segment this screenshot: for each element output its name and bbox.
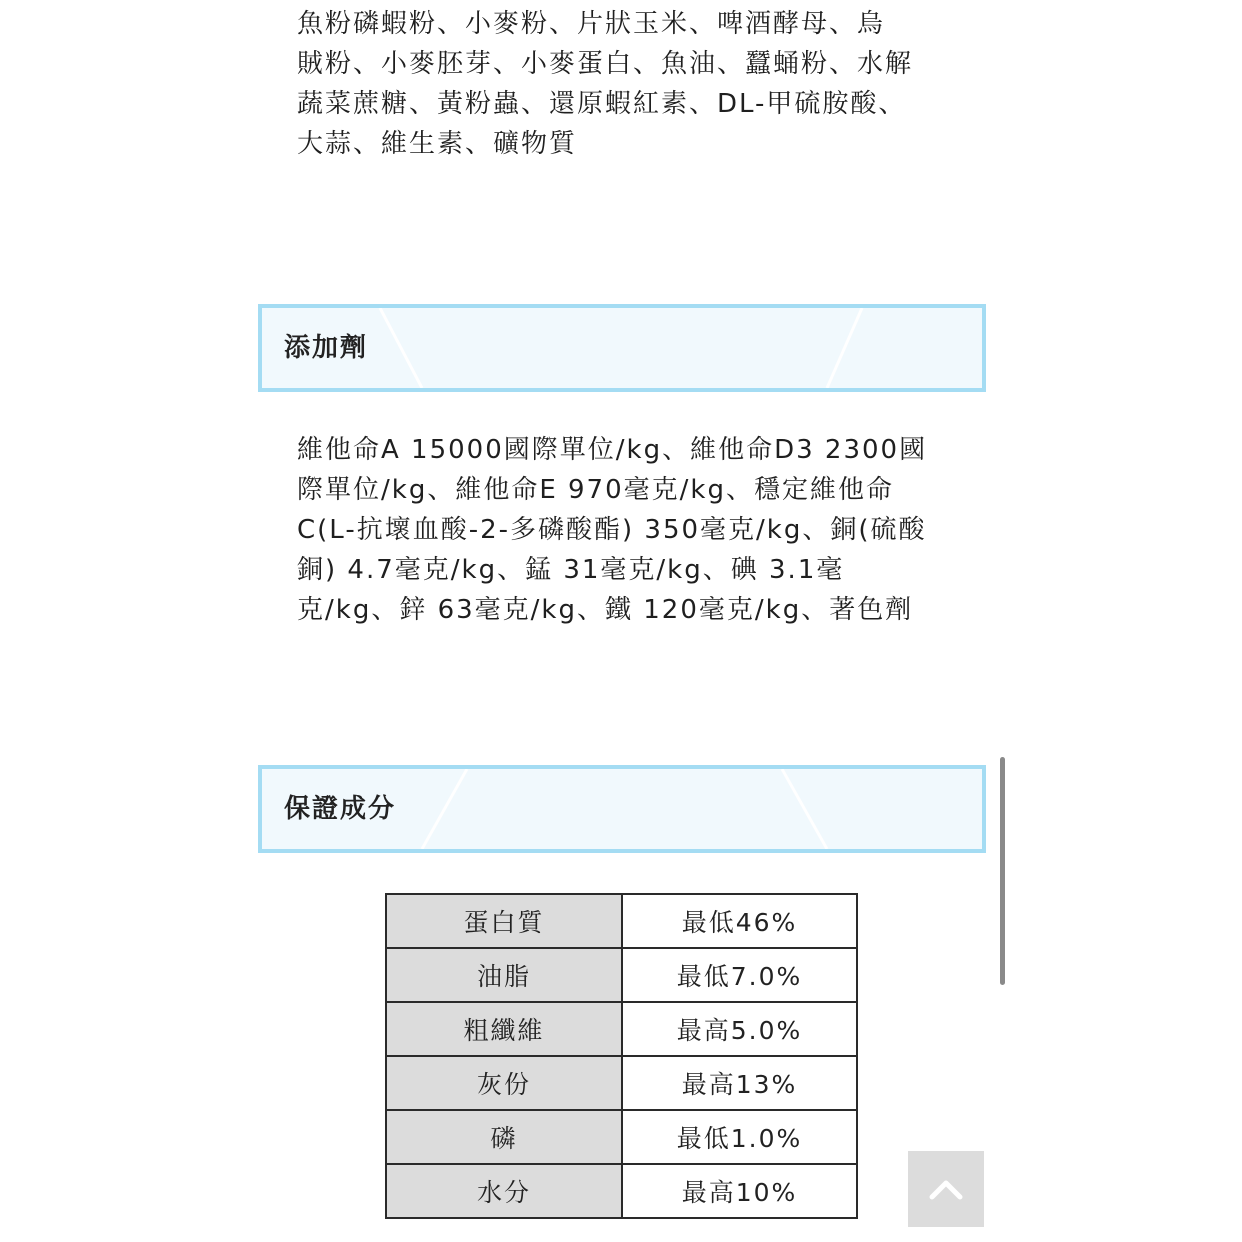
nutrient-value-cell: 最高5.0% (622, 1002, 857, 1056)
nutrient-name-cell: 水分 (386, 1164, 622, 1218)
nutrient-value-cell: 最高13% (622, 1056, 857, 1110)
nutrient-name-cell: 磷 (386, 1110, 622, 1164)
additives-line: 維他命A 15000國際單位/kg、維他命D3 2300國 (297, 435, 928, 465)
table-row (386, 894, 857, 948)
table-row (386, 1002, 857, 1056)
nutrient-name-cell: 灰份 (386, 1056, 622, 1110)
ingredients-line: 魚粉磷蝦粉、小麥粉、片狀玉米、啤酒酵母、烏 (297, 9, 886, 39)
ingredients-text (297, 4, 947, 164)
additives-title: 添加劑 (284, 333, 369, 363)
additives-line: 銅) 4.7毫克/kg、錳 31毫克/kg、碘 3.1毫 (297, 555, 845, 585)
ingredients-line: 賊粉、小麥胚芽、小麥蛋白、魚油、蠶蛹粉、水解 (297, 49, 914, 79)
nutrient-value-cell: 最低7.0% (622, 948, 857, 1002)
nutrient-value-cell: 最低46% (622, 894, 857, 948)
guaranteed-analysis-section-header (258, 765, 986, 853)
nutrient-value-cell: 最高10% (622, 1164, 857, 1218)
guaranteed-analysis-table (385, 893, 858, 1219)
nutrient-name-cell: 粗纖維 (386, 1002, 622, 1056)
chevron-up-icon (928, 1175, 964, 1203)
additives-text (297, 430, 947, 630)
additives-line: 際單位/kg、維他命E 970毫克/kg、穩定維他命 (297, 475, 894, 505)
table-row (386, 1056, 857, 1110)
nutrient-name-cell: 油脂 (386, 948, 622, 1002)
additives-line: 克/kg、鋅 63毫克/kg、鐵 120毫克/kg、著色劑 (297, 595, 914, 625)
header-decoration (262, 308, 982, 388)
table-row (386, 1110, 857, 1164)
table-row (386, 1164, 857, 1218)
additives-line: C(L-抗壞血酸-2-多磷酸酯) 350毫克/kg、銅(硫酸 (297, 515, 927, 545)
nutrient-name-cell: 蛋白質 (386, 894, 622, 948)
table-row (386, 948, 857, 1002)
scrollbar-thumb[interactable] (1000, 757, 1005, 985)
ingredients-line: 大蒜、維生素、礦物質 (297, 129, 578, 159)
guaranteed-analysis-title: 保證成分 (284, 794, 397, 824)
ingredients-line: 蔬菜蔗糖、黃粉蟲、還原蝦紅素、DL-甲硫胺酸、 (297, 89, 907, 119)
nutrient-value-cell: 最低1.0% (622, 1110, 857, 1164)
back-to-top-button[interactable] (908, 1151, 984, 1227)
additives-section-header (258, 304, 986, 392)
